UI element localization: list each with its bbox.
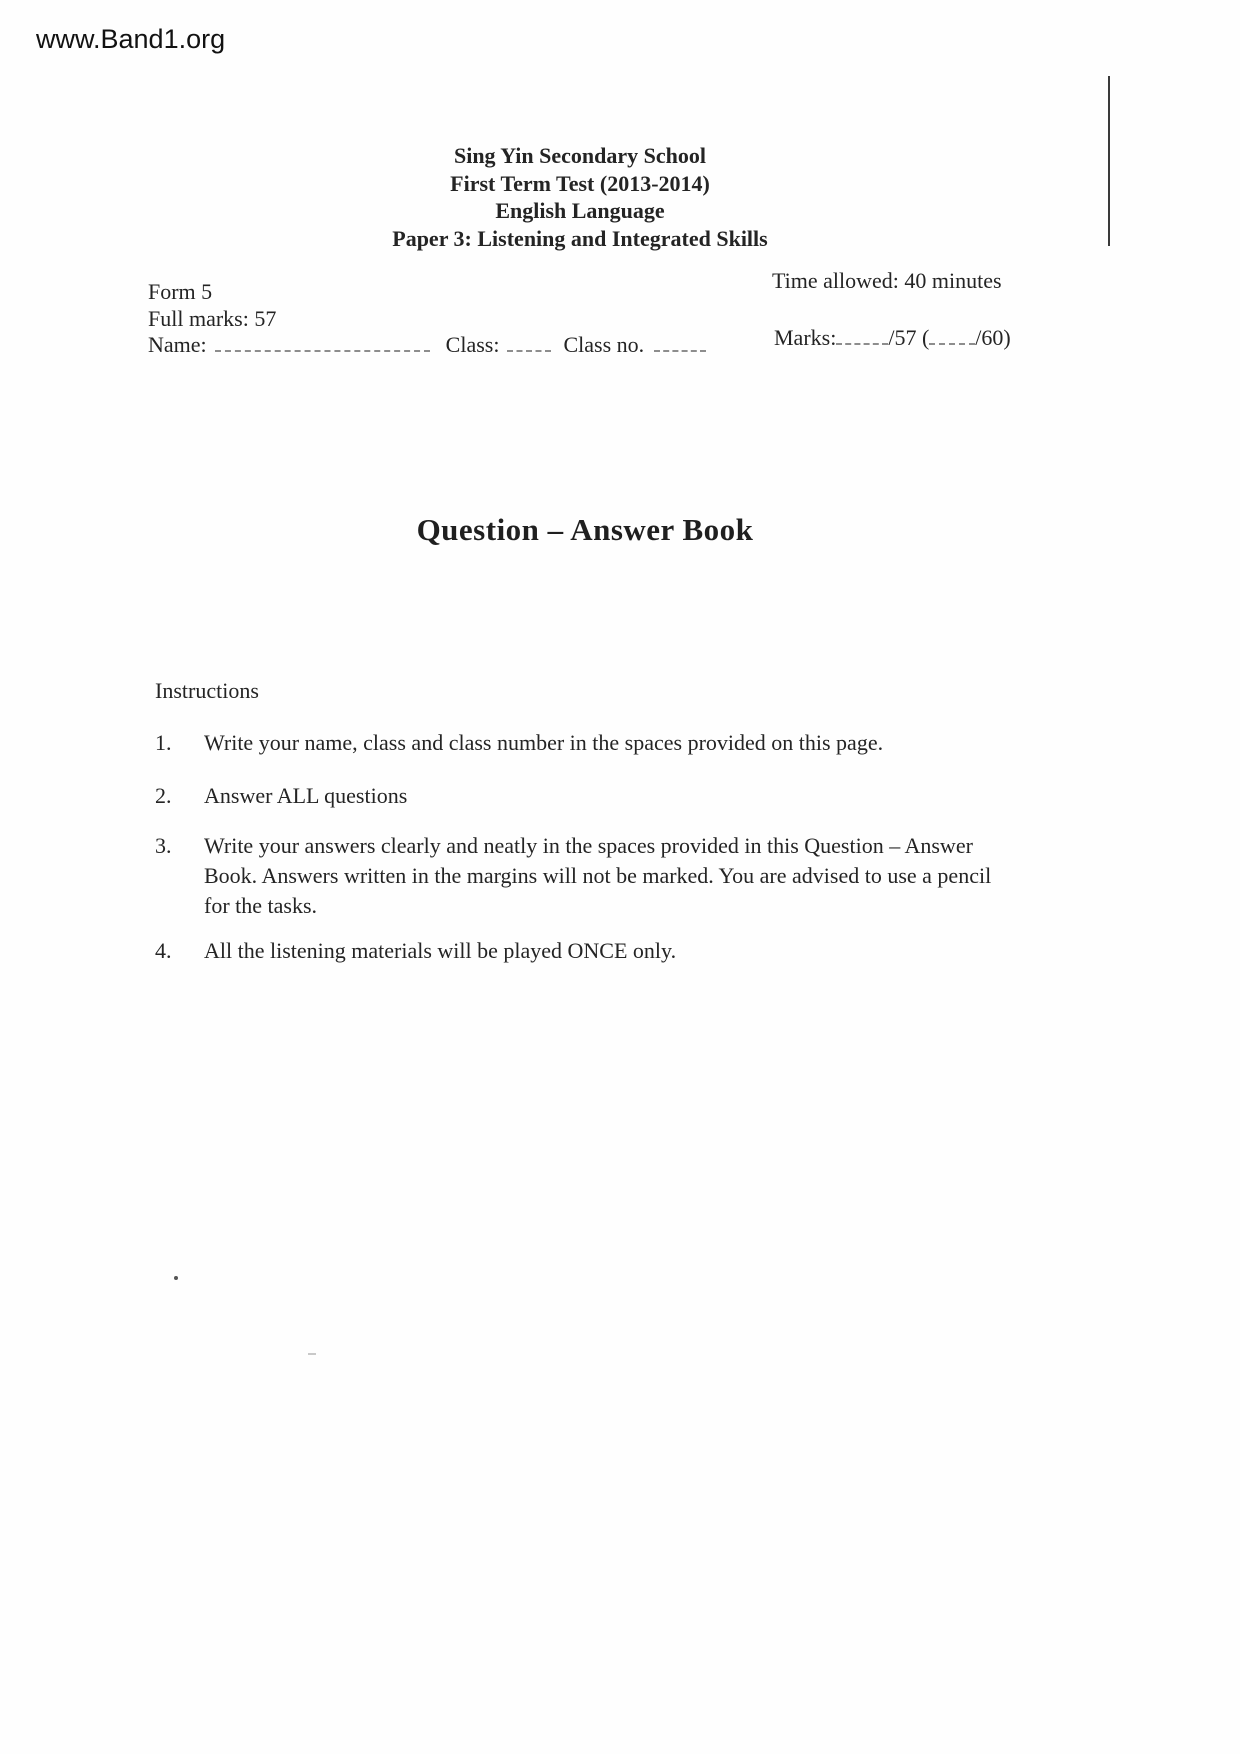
form-info-block [148,278,276,332]
marks-blank-line-2 [929,323,975,345]
exam-header [0,142,1160,252]
instruction-number: 2. [155,783,172,808]
instruction-item-3 [155,831,1019,921]
form-label: Form 5 [148,279,213,304]
instructions-heading: Instructions [155,678,259,703]
marks-out-of-57: /57 ( [888,325,930,350]
marks-row [774,323,1011,351]
instruction-item-2 [155,781,407,811]
class-blank-line [507,330,551,352]
class-no-blank-line [654,330,706,352]
watermark-url: www.Band1.org [36,24,226,54]
instruction-number: 4. [155,938,172,963]
instruction-item-4 [155,936,676,966]
name-label: Name: [148,332,207,357]
instruction-text: All the listening materials will be played ONCE only. [204,938,677,963]
name-class-row [148,330,706,358]
paper-title: Paper 3: Listening and Integrated Skills [392,225,768,251]
term-title: First Term Test (2013-2014) [450,170,710,196]
page-title: Question – Answer Book [416,512,754,547]
instruction-number: 3. [155,833,172,858]
marks-out-of-60: /60) [975,325,1011,350]
time-allowed-label: Time allowed: 40 minutes [772,268,1002,293]
name-blank-line [215,330,430,352]
school-name: Sing Yin Secondary School [453,143,707,168]
instruction-text: Write your answers clearly and neatly in the spaces provided in this Question – Answer Book. Answers written in the margins will not be marked. You are advised to use a pencil for the tasks. [204,833,992,918]
class-no-label: Class no. [563,332,645,357]
instruction-text: Write your name, class and class number in the spaces provided on this page. [204,730,884,755]
marks-blank-line-1 [836,323,888,345]
full-marks-label: Full marks: 57 [148,306,277,331]
instruction-text: Answer ALL questions [204,783,408,808]
subject-title: English Language [495,198,665,223]
scan-artifact-dot [174,1276,178,1280]
scan-artifact-mark [308,1353,316,1355]
marks-label: Marks: [774,325,837,350]
instruction-number: 1. [155,730,172,755]
instruction-item-1 [155,728,883,758]
class-label: Class: [445,332,500,357]
